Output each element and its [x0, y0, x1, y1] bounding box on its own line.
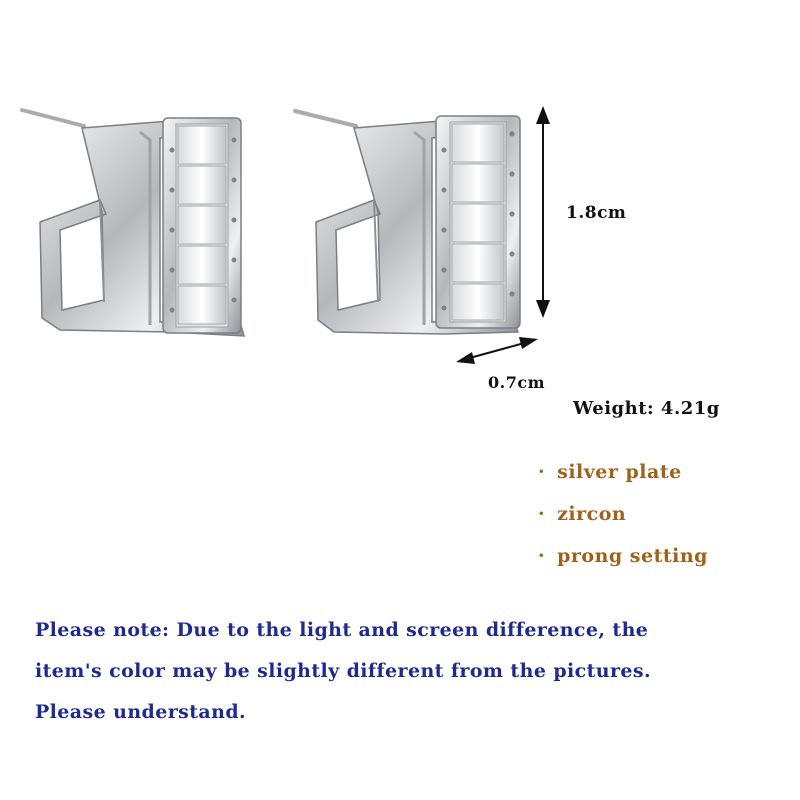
- weight-label: Weight: 4.21g: [573, 398, 720, 419]
- note-line: item's color may be slightly different from the pictures.: [35, 660, 651, 682]
- feature-text: prong setting: [557, 545, 708, 567]
- zircon-stones: [178, 126, 226, 324]
- feature-item: [538, 542, 708, 584]
- earring-right: [295, 111, 520, 334]
- width-dimension-label: 0.7cm: [488, 373, 546, 392]
- feature-text: silver plate: [557, 461, 682, 483]
- zircon-stones: [452, 124, 504, 320]
- bullet-icon: ·: [538, 545, 546, 567]
- width-dimension-arrow: [456, 337, 538, 364]
- earring-left: [22, 110, 244, 336]
- feature-item: [538, 500, 708, 542]
- bullet-icon: ·: [538, 461, 546, 483]
- bullet-icon: ·: [538, 503, 546, 525]
- feature-item: [538, 458, 708, 500]
- earring-post: [22, 110, 84, 126]
- height-dimension-arrow: [536, 106, 550, 318]
- feature-list: [538, 458, 708, 584]
- feature-text: zircon: [557, 503, 627, 525]
- earring-post: [295, 111, 356, 126]
- height-dimension-label: 1.8cm: [566, 203, 627, 223]
- color-disclaimer-note: [35, 610, 775, 733]
- note-line: Please understand.: [35, 701, 247, 723]
- note-line: Please note: Due to the light and screen difference, the: [35, 619, 649, 641]
